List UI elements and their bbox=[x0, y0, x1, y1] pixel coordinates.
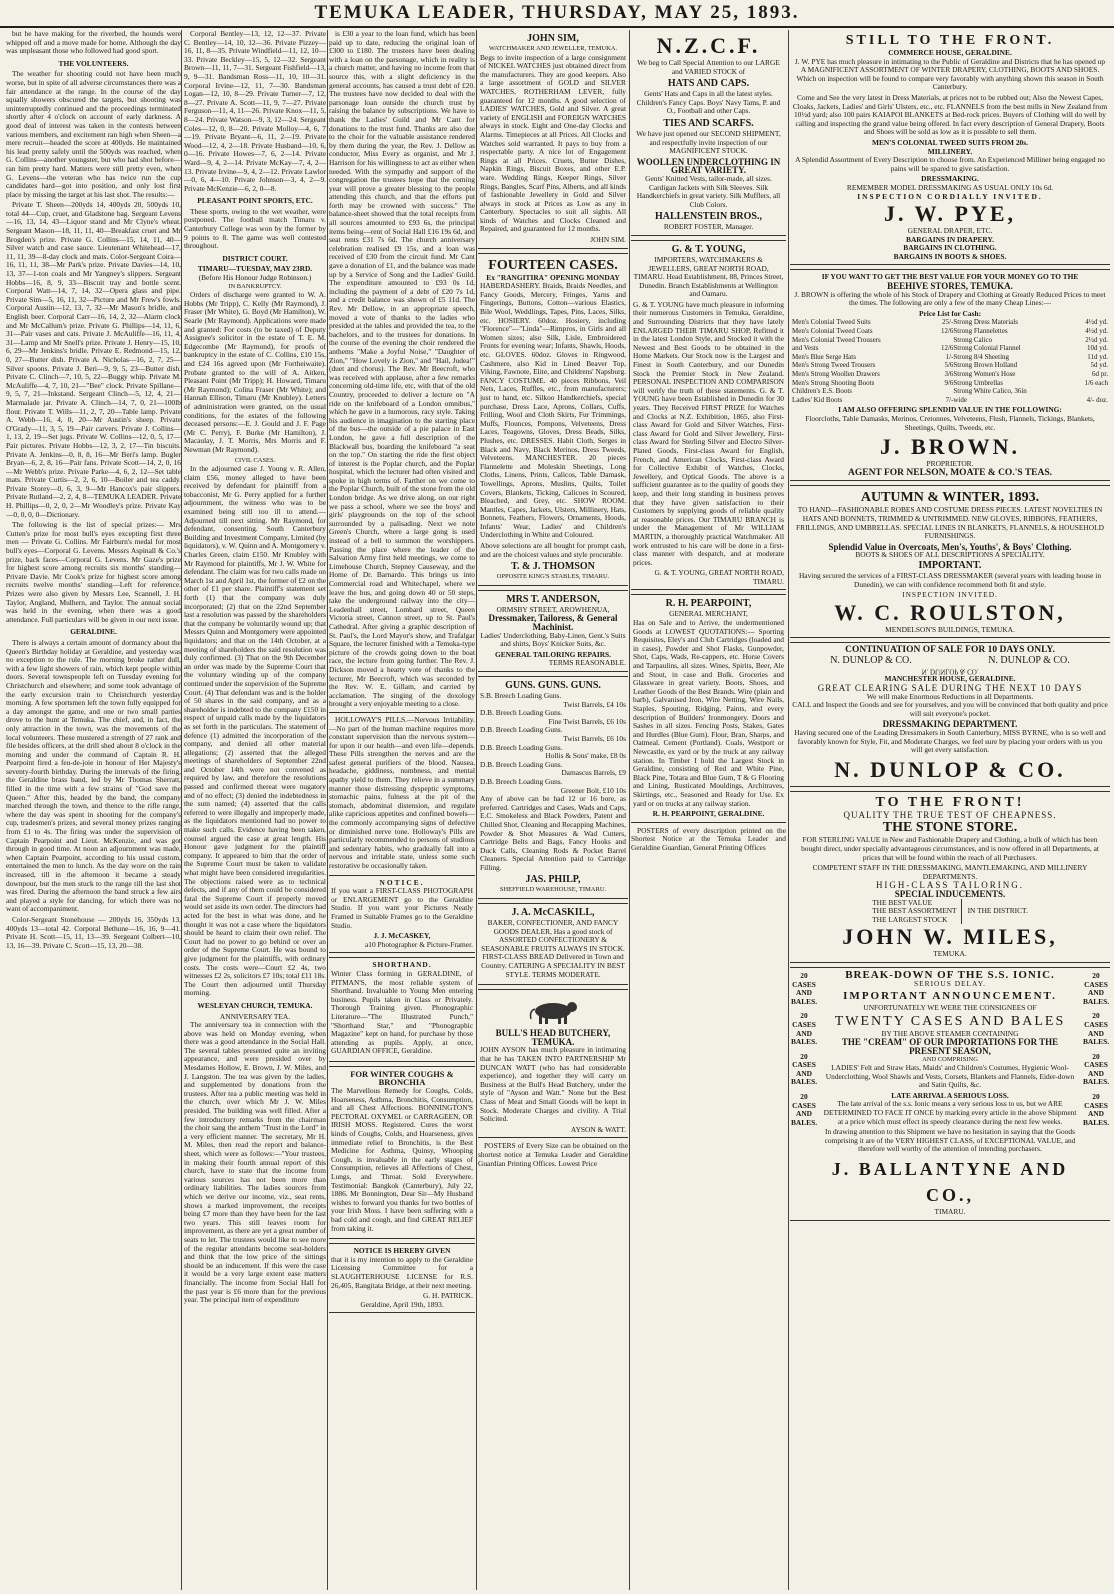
advert-subtitle: WATCHMAKER AND JEWELLER, TEMUKA. bbox=[488, 45, 618, 52]
gun-price: Twist Barrels, £6 10s bbox=[563, 733, 626, 743]
advert-nzcf bbox=[631, 30, 786, 236]
bargain-line: BARGAINS IN DRAPERY. bbox=[906, 234, 994, 244]
advert-subtitle: BOOTS & SHOES OF ALL DESCRIPTIONS A SPECIALITY. bbox=[855, 550, 1045, 560]
inducement: THE BEST VALUE bbox=[872, 897, 933, 907]
column-rule bbox=[476, 30, 477, 1590]
column-rule bbox=[327, 30, 328, 1590]
advert-signature: HALLENSTEIN BROS., bbox=[655, 211, 762, 223]
advert-text: Come and See the very latest in Dress Materials, at prices not to be rubbed out; Also the Newest Capes, Cloaks, Jackets, Ladies' and Girls' Ulsters, etc., etc. FLANNELS from the best mills in New Zealand from 10½d yard; also 100 pairs KAIAPOI BLANKETS at Bed-rock prices. Buyers of Clothing will do well by calling and inspecting the grand value being offered. In fact every description of General Drapery, Boots and Shoes will be sold as low as it is possible to sell them. bbox=[792, 92, 1108, 137]
advert-subtitle: Price List for Cash: bbox=[918, 308, 982, 318]
price-cell: Ladies' Kid Boots bbox=[792, 395, 843, 404]
column-6 bbox=[790, 30, 1110, 1590]
advert-subtitle: IF YOU WANT TO GET THE BEST VALUE FOR YOUR MONEY GO TO THE bbox=[821, 272, 1079, 282]
column-rule bbox=[788, 30, 789, 1590]
price-cell: 7/- bbox=[945, 395, 954, 404]
advert-subtitle: SERIOUS DELAY. bbox=[914, 978, 986, 988]
price-cell: Strong Brown Holland bbox=[953, 361, 1018, 370]
advert-subtitle: GENERAL DRAPER, ETC. bbox=[907, 226, 993, 236]
price-cell: 25/- bbox=[942, 318, 954, 327]
advert-subtitle: Splendid Value in Overcoats, Men's, Youths', & Boys' Clothing. bbox=[828, 541, 1072, 552]
advert-beehive bbox=[790, 269, 1110, 481]
advert-title: TO THE FRONT! bbox=[875, 794, 1025, 810]
advert-title: NOTICE IS HEREBY GIVEN bbox=[353, 1246, 451, 1256]
advert-address: OPPOSITE KING'S STABLES, TIMARU. bbox=[496, 573, 610, 581]
advert-coughs bbox=[329, 1066, 475, 1239]
gun-item bbox=[480, 726, 626, 743]
price-row bbox=[792, 396, 1108, 405]
article-text: The weather for shooting could not have been much worse, but in spite of all adverse circumstances there was a fair attendance at the range. In the course of the day squally showers obscured the targets, but shooting was uninterruptedly continued and the proceedings terminated shortly after 4 o'clock on account of early darkness. A good deal of interest was taken in the contests between various members, and excitement ran high when Sheen—a mere recruit—headed the score at 400yds. He maintained his lead pretty safely until the 500yds was reached, when G. Collins—another youngster, but who had shot before—ran him pretty hard. Matters were still pretty even, when G. Levens—the veteran who has twice run the cup candidates hard—got into position, and only lost first place by missing the target at his last shot. The results:— bbox=[6, 69, 181, 199]
advert-text: Having secured the services of a FIRST-CLASS DRESSMAKER (several years with leading house in Dunedin), we can with confidence recommend both fit and style. bbox=[798, 570, 1102, 589]
advert-signature: J. BROWN. bbox=[879, 434, 1021, 460]
price-cell: Men's Strong Tweed Trousers bbox=[792, 361, 876, 370]
price-cell: 5d yd. bbox=[1090, 361, 1108, 370]
advert-subtitle: QUALITY THE TRUE TEST OF CHEAPNESS. bbox=[843, 809, 1057, 820]
side-label-right: 20 CASES AND BALES. 20 CASES AND BALES. 20 CASES AND BALES. 20 CASES AND BALES. bbox=[1082, 970, 1110, 1127]
gun-item bbox=[480, 744, 626, 761]
advert-title: GUNS. GUNS. GUNS. bbox=[505, 680, 601, 691]
advert-subtitle: DRESSMAKING DEPARTMENT. bbox=[882, 719, 1018, 730]
gun-item bbox=[480, 761, 626, 778]
article-text: but he have making for the riverbed, the hounds were whipped off and a move made for home. Although the day was unpleasant those who followed had good sport. bbox=[6, 30, 181, 56]
column-2 bbox=[184, 30, 326, 1590]
inducement-suffix: IN THE DISTRICT. bbox=[967, 906, 1028, 916]
article-text: These sports, owing to the wet weather, were postponed. The football match Timaru v. Canterbury College was won by the former by 9 points to 8. The game was well contested throughout. bbox=[184, 206, 326, 251]
advert-subtitle: Dressmaker, Tailoress, & General Machinist. bbox=[488, 613, 618, 633]
court-judge: (Before His Honour Judge Robinson.) bbox=[198, 273, 312, 283]
advert-signature: R. H. PEARPOINT, GERALDINE. bbox=[652, 809, 765, 819]
advert-roulston bbox=[790, 485, 1110, 638]
price-cell: 5/6 bbox=[944, 361, 954, 370]
advert-text: J. BROWN is offering the whole of his Stock of Drapery and Clothing at Greatly Reduced Prices to meet the times. The following are only a few of the many Cheap Lines:— bbox=[794, 289, 1106, 308]
price-list-table bbox=[792, 318, 1108, 404]
advert-address: SHEFFIELD WAREHOUSE, TIMARU. bbox=[499, 886, 607, 894]
advert-subtitle: COMPETENT STAFF IN THE DRESSMAKING, MANTLEMAKING, AND MILLINERY DEPARTMENTS. bbox=[812, 863, 1088, 881]
advert-subtitle: HATS AND CAPS. bbox=[667, 78, 750, 90]
advert-subtitle: TIES AND SCARFS. bbox=[663, 117, 754, 129]
advert-subtitle: LATE ARRIVAL A SERIOUS LOSS. bbox=[891, 1090, 1009, 1100]
gun-price: Fine Twist Barrels, £6 10s bbox=[548, 716, 626, 726]
gun-price: Twist Barrels, £4 10s bbox=[563, 699, 626, 709]
gun-type: S.B. Breech Loading Guns. bbox=[480, 691, 562, 700]
advert-guns bbox=[478, 676, 628, 899]
advert-subtitle: THE STONE STORE. bbox=[882, 820, 1018, 836]
guns-list bbox=[480, 692, 626, 795]
section-heading: THE VOLUNTEERS. bbox=[58, 58, 129, 68]
price-cell: Men's Strong Shooting Boots bbox=[792, 378, 875, 387]
advert-text: BAKER, CONFECTIONER, AND FANCY GOODS DEALER, Has a good stock of ASSORTED CONFECTIONERY & SEASONABLE FRUITS ALWAYS IN STOCK. FIRST-CLASS BREAD Delivered in Town and Country. CATERING A SPECIALITY IN BEST STYLE. TERMS MODERATE. bbox=[481, 918, 625, 979]
advert-text: G. & T. YOUNG have much pleasure in informing their numerous Customers in Temuka, Geraldine, and Surrounding Districts that they have lately ENLARGED THEIR TIMARU SHOP, Refitted it in the latest London Style, and Stocked it with the Newest and Best Goods to be obtained in the Home Markets. Our Stock now is the Largest and Finest in South Canterbury, and our Dunedin Stock the Premier Stock in New Zealand. PERSONAL INSPECTION AND COMPARISON will verify the truth of these statements. G. & T. YOUNG have been Established in Dunedin for 30 years. They Received FIRST PRIZE for Watches and Clocks at N.Z. Exhibition, 1865, also First-class Award for Gold and Silver Watches, First-class Award for Gold and Silver Jewellery, First-class Award for Sterling Silver and Electro Silver-Plated Goods, First-class Award for English, French, and American Clocks, First-class Award for Collective Exhibit of Watches, Clocks, Jewellery, and Optical Goods. The above is a sufficient guarantee as to the quality of goods they keep, and their long standing in business proves that they have given satisfaction to their Customers by supplying goods of reliable quality at reasonable prices. Our TIMARU BRANCH is under the Management of Mr WILLIAM MARTIN, a thoroughly practical Watchmaker. All work entrusted to his care will be done in a first-class manner with despatch, and at moderate prices. bbox=[633, 299, 784, 567]
price-row bbox=[792, 379, 1108, 388]
section-heading: WESLEYAN CHURCH, TEMUKA. bbox=[197, 1000, 313, 1010]
masthead: TEMUKA LEADER, THURSDAY, MAY 25, 1893. bbox=[0, 0, 1114, 28]
bull-icon bbox=[525, 997, 581, 1025]
advert-signature: JOHN SIM. bbox=[590, 235, 626, 245]
advert-text: REMEMBER MODEL DRESSMAKING AS USUAL ONLY 10s 6d. bbox=[846, 182, 1054, 192]
price-cell: Men's Colonial Tweed Suits bbox=[792, 318, 871, 327]
advert-text: Winter Class forming in GERALDINE, of PITMAN'S, the most reliable system of Shorthand. Invaluable to Young Men entering business. Pupils taken in Class or Privately. Thorough Training given. Phonographic Literature—"The Illustrated Punch," "Shorthand Star," and "Phonographic Magazine" kept on hand, for purchase by those attending as pupils. Apply, at once, GUARDIAN OFFICE, Geraldine. bbox=[331, 968, 473, 1056]
column-rule bbox=[629, 30, 630, 1590]
gun-price: Hollis & Sons' make, £8 0s bbox=[545, 751, 626, 761]
gun-price: Damascus Barrels, £9 bbox=[561, 768, 626, 778]
advert-subtitle: MANCHESTER HOUSE, GERALDINE. bbox=[884, 674, 1016, 684]
price-row bbox=[792, 327, 1108, 336]
dunlop-row bbox=[792, 655, 1108, 667]
article-text: The anniversary tea in connection with the above was held on Monday evening, when there was a good attendance in the Social Hall. The several tables presented quite an inviting appearance, and were presided over by Mesdames Hollow, E. Brown, J. W. Miles, and J. Langston. The tea was given by the ladies, and supplemented by donations from the trustees. After tea a public meeting was held in the church, over which Mr J. W. Miles presided. The building was well filled. After a few introductory remarks from the chairman the choir sang the anthem "Trust in the Lord" in a very efficient manner. The secretary, Mr H. M. Miles, then read the report and balance-sheet, which were as follows:—"Your trustees, in making their fourth annual report of this church, have to state that the income from various sources has not been more than ordinary liabilities. The ladies sources from which we derive our income, viz., seat rents, shows a marked improvement, the receipts being £7 more than they have been for the last two years. This still leaves room for improvement, as there are yet a great number of seats to let. The trustees would like to see more of the regular attendants become seat-holders and think that the low price of the sittings should be an inducement. If this were the case it would be a very large extent ease matters financially. The income from Social Hall for the past year is £6 more than for the previous year. The principal item of expenditure bbox=[184, 1020, 326, 1305]
gun-type: D.B. Breech Loading Guns. bbox=[480, 742, 563, 752]
advert-signature: AYSON & WATT. bbox=[570, 1124, 626, 1134]
advert-title: JOHN SIM, bbox=[527, 33, 579, 44]
advert-text: Above selections are all bought for prompt cash, and are the choicest values and style procurable. bbox=[480, 541, 626, 559]
price-cell: 9/6 bbox=[944, 378, 954, 387]
dunlop-name-inverted: N. DUNLOP & CO. bbox=[921, 667, 979, 676]
advert-subtitle: IMPORTANT ANNOUNCEMENT. bbox=[843, 990, 1057, 1003]
advert-signature: JOHN W. MILES, bbox=[842, 924, 1058, 950]
advert-mccaskill bbox=[478, 903, 628, 985]
advert-title: R. H. PEARPOINT, bbox=[665, 598, 752, 610]
advert-anderson bbox=[478, 590, 628, 672]
advert-text: HOLLOWAY'S PILLS.—Nervous Irritability.—No part of the human machine requires more constant supervision than the nervous system—for upon it our health—and even life—depends. These Pills strengthen the nerves and are the safest general purifiers of the blood. Nausea, headache, giddiness, numbness, and mental apathy yield to them. They relieve in a summary manner those distressing dyspeptic symptoms, stomachic pains, fulness at the pit of the stomach, abdominal distension, and regulate alike capricious appetites and confined bowels—the commonly accompanying signs of defective or diminished nerve tone. Holloway's Pills are particularly recommended to persons of studious and sedentary habits, who gradually fall into a nervous and irritable state, unless some such restorative be occasionally taken. bbox=[329, 714, 475, 870]
advert-text: J. W. PYE has much pleasure in intimating to the Public of Geraldine and Districts that he has opened up A MAGNIFICENT ASSORTMENT OF WINTER DRAPERY, CLOTHING, BOOTS AND SHOES. Which on inspection will be found to compare very favorably with anything shown this season in South Canterbury. bbox=[794, 56, 1106, 92]
advert-title: J. A. McCASKILL, bbox=[511, 907, 595, 919]
advert-text: Begs to invite inspection of a large consignment of NICKEL WATCHES just obtained direct from the manufacturers. They are good keepers. Also a large assortment of GOLD and SILVER WATCHES, ROTHERHAM LEVER, fully guaranteed for 12 months. A good selection of LADIES' WATCHES, Gold and Silver. A great variety of ENGLISH and FOREIGN WATCHES always in stock. Eight and One-day Clocks and Alarms. Timepieces at all Prices. All Clocks and Watches sold warranted. It pays to buy from a respectable party. A nice lot of Engagement Rings at all Prices. Cruets, Butter Dishes, Napkin Rings, Biscuit Boxes, and other E.P. ware. Wedding Rings, Keeper Rings, Silver Rings, Bangles, Scarf Pins, Alberts, and all kinds of fashionable Jewellery in Gold and Silver always in stock at Prices as Low as any in Canterbury. Spectacles to suit all sights. All kinds of Watches and Clocks Cleaned and Repaired, and guaranteed for 12 months. bbox=[480, 52, 626, 234]
advert-signature: G. H. PATRICK. bbox=[422, 1291, 473, 1301]
advert-text: We have just opened our SECOND SHIPMENT, and respectfully invite inspection of our MAGNIFICENT STOCK. bbox=[636, 128, 781, 156]
price-cell: Strong Flannelettes bbox=[953, 327, 1008, 336]
advert-pearpoint bbox=[631, 594, 786, 822]
column-4 bbox=[478, 30, 628, 1590]
section-heading: PLEASANT POINT SPORTS, ETC. bbox=[197, 196, 313, 206]
advert-text: The Marvellous Remedy for Coughs, Colds, Hoarseness, Asthma, Bronchitis, Consumption, and all Chest Affections. BONNINGTON'S PECTORAL OXYMEL or CARRAGEEN, OR IRISH MOSS. Registered. Cures the worst kinds of Coughs, Colds, and Hoarseness, gives immediate relief to Bronchitis, is the Best Medicine for Asthma, Quinsy, Whooping Cough, is invaluable in the early stages of Consumption, relieves all Affections of Chest, Lungs, and Throat. Sold Everywhere. Testimonial: Bangkok (Canterbury), July 22, 1886. Mr Bonnington, Dear Sir—My Husband wishes to forward you thanks for two bottles of your Irish Moss. I have been suffering with a bad cold and cough, and find GREAT RELIEF from taking it. bbox=[331, 1086, 473, 1233]
advert-subtitle: HIGH-CLASS TAILORING. bbox=[875, 880, 1025, 891]
gun-item bbox=[480, 778, 626, 795]
price-cell: Strong 8/4 Sheeting bbox=[953, 352, 1010, 361]
advert-text: POSTERS of Every Size can be obtained on the shortest notice at Temuka Leader and Geraldine Guardian Printing Offices. Lowest Price bbox=[478, 1141, 628, 1168]
column-3 bbox=[329, 30, 475, 1590]
inducements bbox=[792, 899, 1108, 925]
advert-subtitle: TIMARU. bbox=[934, 1207, 966, 1217]
price-cell: Strong White Calico, 36in bbox=[953, 387, 1027, 396]
advert-title: NOTICE. bbox=[379, 877, 425, 887]
advert-text: Gents' Hats and Caps in all the latest styles. Children's Fancy Caps. Boys' Navy Tams, P. and O., Football and other Caps. bbox=[636, 89, 781, 116]
advert-subtitle: WOOLLEN UNDERCLOTHING IN GREAT VARIETY. bbox=[636, 156, 781, 176]
advert-subtitle: MEN'S COLONIAL TWEED SUITS FROM 20s. bbox=[872, 137, 1028, 147]
advert-subtitle: GENERAL TAILORING REPAIRS. bbox=[494, 649, 611, 659]
advert-text: FOR STERLING VALUE in New and Fashionable Drapery and Clothing, a bulk of which has been bought direct, under specially advantageous circumstances, and is now offered in all Departments, at prices that will be found within the reach of all Purchasers. bbox=[801, 835, 1099, 862]
price-cell: Strong Dress Materials bbox=[953, 318, 1018, 327]
dunlop-name: N. DUNLOP & CO. bbox=[988, 654, 1070, 666]
gun-price: Greener Bolt, £10 10s bbox=[560, 785, 626, 795]
advert-subtitle: TEMUKA. bbox=[933, 949, 967, 959]
advert-miles bbox=[790, 791, 1110, 963]
inducement-list bbox=[872, 899, 961, 925]
advert-title: FOURTEEN CASES. bbox=[488, 257, 618, 273]
advert-subtitle: TWENTY CASES AND BALES bbox=[834, 1013, 1066, 1029]
price-cell bbox=[934, 387, 954, 396]
advert-text: that it is my intention to apply to the Geraldine Licensing Committee for a SLAUGHTERHOUSE LICENSE for R.S. 26,405, Rangitata Bridge, at their next meeting. bbox=[331, 1254, 473, 1290]
advert-text: Any of above can be had 12 or 16 bore, as preferred. Cartridges and Cases, Wads and Caps, E.C. Smokeless and Black Powders, Patent and Chilled Shot, Cleaning and Recapping Machines, Powder & Shot Measures & Wad Cutters, Cartridge Belts and Bags, Fancy Hooks and Duck Calls, Cleaning Rods & Pocket Barrel Cleaners. Special Attention paid to Cartridge Filling. bbox=[480, 794, 626, 872]
results-list: Color-Sergeant Stonehouse — 200yds 16, 350yds 13, 400yds 13—total 42. Corporal Bethune—16, 16, 9—41. Private H. Scott—15, 11, 13—39. Sergeant Colbert—10, 13, 16—39. Private C. Scott—15, 13, 20—38. bbox=[6, 914, 181, 950]
advert-title: SHORTHAND. bbox=[372, 960, 432, 970]
advert-text: POSTERS of every description printed on the Shortest Notice at the Temuka Leader and Geraldine Guardian, General Printing Offices bbox=[631, 825, 786, 852]
advert-shorthand bbox=[329, 957, 475, 1062]
price-cell: Children's E.S. Boots bbox=[792, 387, 852, 396]
advert-text: Floorcloths, Table Damasks, Merinos, Cretonnes, Velveteens, Flush, Flannels, Tickings, Blankets, Sheetings, Quilts, Tweeds, etc. bbox=[805, 413, 1095, 432]
advert-pye bbox=[790, 30, 1110, 265]
gun-type: D.B. Breech Loading Guns. bbox=[480, 776, 563, 786]
dunlop-name: N. DUNLOP & CO. bbox=[830, 654, 912, 666]
advert-signature: JAS. PHILP, bbox=[525, 874, 581, 886]
advert-title: BREAK-DOWN OF THE S.S. IONIC. bbox=[845, 968, 1055, 981]
advert-text: JOHN AYSON has much pleasure in intimating that he has TAKEN INTO PARTNERSHIP Mr DUNCAN WATT (who has had considerable experience), and together they will carry on Business at the Bull's Head Butchery, under the style of "Ayson and Watt." None but the Best Class of Meat and Small Goods will be kept in Stock. Moderate Charges and civility. A Trial Solicited. bbox=[480, 1045, 626, 1124]
gun-item bbox=[480, 692, 626, 709]
article-text: is £30 a year to the loan fund, which has been paid up to date, reducing the original loan of £300 to £180. The trustees have been dealing with a loan on the parsonage, which in reality is a church matter, and having no income from that source this, with a slight deficiency in the general accounts, has caused a trust debt of £20. The trustees have now decided to deal with the parsonage loan outside the church trust by raising the balance by subscriptions. We have to thank the Ladies' Guild and Mr Cant for donations to the trust fund. Thanks are also due to the choir for the valuable assistance rendered by them during the year, the Rev. J. Dellow as conductor, Miss Every as organist, and Mr J. Harrison for his willingness to act as either when needed. With the sympathy and support of the congregation the trustees hope that the coming year will prove a greater blessing to the people attending this church, and that the efforts put forth may be crowned with success." The balance-sheet showed that the total receipts from all sources amounted to £93 6s, the principal items being—rent of Social Hall £16 19s 6d, and seat rents £31 7s 6d. The church anniversary celebration realised £9 15s, and a loan was received of £30 from the circuit fund. Mr Cant gave a donation of £1, and the balance was made up by a Service of Song and the Ladies' Guild. The expenditure amounted to £93 0s 1d, including the payment of a debt of £20 7s 1d, and a credit balance was shown of £5 11d. The Rev. Mr Dellow, in an appropriate speech, moved a vote of thanks to the ladies who presided at the tables and provided the tea, to the bachelors, and to the trustees for donations. In the course of the evening the choir rendered the anthems "Make a Joyful Noise," "Daughter of Zion," "How Lovely is Zion," and "Hail, Judea!" (duet and chorus). The Rev. Mr Beecroft, who was received with applause, after a few remarks concerning old-time life, etc, with that of the old Country, proceeded to deliver a lecture on "A ride on the knifeboard of a London omnibus," which he gave in a humorous, racy style. Taking his audience in imagination to the starting place of the bus—the outside of a pie palace in East London, he gave a full description of the Blackwall bus, boarding the knifeboard "a seat on the top." On starting the ride the first object of interest is the Poplar church, and the Poplar hospital, which the lecturer had often visited and spoke in high terms of. Farther on we come to the Poplar Church, built of the stone from the old London bridge. As we drive along, on our right we pass a school, where we see the boys' and girls' playgrounds on the top of the school surrounded by a palisading. Next we note Green's Church, where a large gong is used instead of a bell to summon the worshippers. Passing the place where the leader of the Salvation Army first held meetings, we come to Limehouse Church, Stepney Causeway, and the Home of Dr. Barnardo. This brings us into Commercial road and Whitechapel, where we leave the bus, and going down 40 or 50 steps, take the underground railway into the city—Leadenhall street, Lombard street, Queen Victoria street, Cannon street, up to St. Paul's Cathedral. After giving a graphic description of St. Paul's, the Lord Mayor's show, and Trafalgar Square, the lecturer finished with a Temuka-type picture of the crowds going down to the boat race, the lecture from going further. The Rev. J. Dickson moved a hearty vote of thanks to the lecturer, Mr Beecroft, which was seconded by the Rev. W. E. Gillam, and carried by acclamation. The singing of the doxology brought a very enjoyable meeting to a close. bbox=[329, 30, 475, 709]
results-list: Corporal Bentley—13, 12, 12—37. Private C. Bentley—14, 10, 12—36. Private Pizzey—16, 11, 8—35. Private Windfield—11, 12, 10—33. Private Beckley—15, 5, 12—32. Sergeant Brown—11, 11, 7—31. Sergeant Fishfield—13, 9, 9—31. Bandsman Ross—11, 10, 10—31. Corporal Irvine—12, 11, 7—30. Bandsman Logan—12, 10, 8—29. Private Turner—7, 12, 8—27. Private A. Scott—11, 9, 7—27. Private Ferguson—11, 4, 11—26. Private Knox—11, 5, 8—24. Private Watson—9, 3, 12—24. Sergeant Coles—12, 0, 8—20. Private Molloy—4, 6, 7—19. Private Bryant—6, 11, 2—19. Private Wood—12, 4, 2—18. Private Husband—10, 6, 0—16. Private Howes—7, 6, 2—14. Private Ward—9, 4, 2—14. Private McKay—7, 4, 2—13. Private Irvine—9, 4, 2—12. Private Lawlor—0, 6, 4—10. Private Johnson—3, 4, 2—9. Private McKenzie—6, 2, 0—8. bbox=[184, 30, 326, 193]
advert-text: Has on Sale and to Arrive, the undermentioned Goods at LOWEST QUOTATIONS:— Sporting Requisites, Eley's and Club Cartridges (loaded and in cases), Powder and Shot Flasks, Gunpowder, Shot, Caps, Wads, Re-cappers, etc. Horse Covers and Tarpaulins, all sizes. Wines, Spirits, Beer, Ale and Stout, in case and Bulk. Groceries and Glassware in great variety. Boots, Shoes, and Leather Goods of the Best Brands. Wire (plain and barb), Galvanised Iron, Wire Netting, Wire Nails, Staples, Spouting, Ridging, Paints, and every description of Builders' Ironmongery. Doors and Sashes in all sizes. Fencing Posts, Stakes, Gates and Hurdles (Blue Gum). Flour, Bran, Sharps, and Oatmeal. Cement (Portland). Coals, Westport or Newcastle, ex yard or by the truck at any railway station. In Timber I hold the Largest Stock in Geraldine, consisting of Red and White Pine, Black Pine, Totara and Blue Gum, T & G Flooring and Lining, Rusticated Mouldings, Architraves, Skirtings, etc., Seasoned and Ready for Use. Ex yard or on trucks at any railway station. bbox=[633, 618, 784, 808]
section-heading: DISTRICT COURT. bbox=[222, 253, 288, 263]
advert-text: TO HAND—FASHIONABLE ROBES AND COSTUME DRESS PIECES. LATEST NOVELTIES IN HATS AND BONNETS, TRIMMED & UNTRIMMED. NEW GLOVES, RIBBONS, FEATHERS, FRILLINGS, AND UMBRELLAS. SPECIAL LINES IN BLANKETS, FLANNELS, & HOUSEHOLD FURNISHINGS. bbox=[796, 505, 1104, 541]
advert-title: CONTINUATION OF SALE FOR 10 DAYS ONLY. bbox=[845, 645, 1055, 656]
advert-subtitle: We will make Enormous Reductions in all Departments. bbox=[866, 691, 1034, 701]
advert-subtitle: PROPRIETOR. bbox=[926, 459, 974, 469]
advert-address: ORMSBY STREET, AROWHENUA, bbox=[496, 604, 610, 614]
price-cell: 1/- bbox=[945, 352, 954, 361]
advert-subtitle: THE "CREAM" OF OUR IMPORTATIONS FOR THE PRESENT SEASON, bbox=[841, 1037, 1059, 1056]
sub-heading: IN BANKRUPTCY. bbox=[228, 282, 282, 290]
advert-title: BEEHIVE STORES, TEMUKA. bbox=[887, 281, 1013, 292]
advert-text: If you want a FIRST-CLASS PHOTOGRAPH or ENLARGEMENT go to the Geraldine Studio. If you want your Pictures Neatly Framed in Suitable Frames go to the Geraldine Studio. bbox=[331, 886, 473, 930]
price-cell: wide bbox=[953, 395, 968, 404]
price-cell: Strong Calico bbox=[953, 335, 993, 344]
bargain-line: BARGAINS IN CLOTHING. bbox=[903, 243, 997, 253]
inducement: THE LARGEST STOCK bbox=[872, 914, 948, 924]
advert-signature: ROBERT FOSTER, Manager. bbox=[663, 222, 754, 232]
advert-title: AUTUMN & WINTER, 1893. bbox=[860, 490, 1040, 506]
price-cell: 11d yd. bbox=[1087, 352, 1108, 361]
price-cell: Men's Strong Woollen Drawers bbox=[792, 370, 880, 378]
price-cell: Strong Umbrellas bbox=[953, 378, 1003, 387]
price-cell: 12/6 bbox=[940, 327, 954, 336]
advert-text: In drawing attention to this Shipment we have no hesitation in saying that the Goods comprising it are of the VERY HIGHEST CLASS, of EXCEPTIONAL VALUE, and therefore well worthy of the attention of intending purchasers. bbox=[824, 1127, 1076, 1154]
section-heading: GERALDINE. bbox=[70, 627, 117, 637]
advert-text: Ladies' Underclothing, Baby-Linen, Gent.'s Suits and shirts, Boys' Knicker Suits, &c. bbox=[480, 630, 626, 649]
price-cell: Men's Blue Serge Hats bbox=[792, 352, 856, 361]
sub-heading: ANNIVERSARY TEA. bbox=[219, 1011, 291, 1021]
price-cell bbox=[934, 336, 954, 345]
advert-fourteen-cases bbox=[478, 253, 628, 586]
advert-subtitle: UNFORTUNATELY WE WERE THE CONSIGNEES OF bbox=[863, 1003, 1037, 1013]
column-5 bbox=[631, 30, 786, 1590]
price-cell: 10d yd. bbox=[1087, 344, 1108, 353]
advert-subtitle: AND COMPRISING bbox=[922, 1055, 978, 1063]
price-row bbox=[792, 387, 1108, 396]
advert-subtitle: IMPORTERS, WATCHMAKERS & JEWELLERS, GREAT NORTH ROAD, TIMARU. Head Establishment, 88, Princes Street, Dunedin. Branch Establishments at Wellington and Oamaru. bbox=[633, 254, 784, 299]
advert-title: G. & T. YOUNG, bbox=[671, 243, 746, 255]
gun-type: D.B. Breech Loading Guns. bbox=[480, 708, 563, 718]
advert-subtitle: INSPECTION INVITED. bbox=[902, 590, 998, 600]
gun-item bbox=[480, 709, 626, 726]
advert-text: We beg to Call Special Attention to our LARGE and VARIED STOCK of bbox=[637, 58, 780, 76]
price-cell: 6d pr. bbox=[1092, 370, 1108, 378]
gun-type: D.B. Breech Loading Guns. bbox=[480, 759, 563, 769]
price-cell: 1/6 each bbox=[1084, 378, 1108, 387]
price-row bbox=[792, 353, 1108, 362]
inducement: THE BEST ASSORTMENT bbox=[872, 906, 957, 916]
advert-text: Gents' Knitted Vests, tailor-made, all sizes. Cardigan Jackets with Silk Sleeves. Silk Handkerchiefs in great variety. Silk Mufflers, all Club Colors. bbox=[636, 173, 781, 209]
advert-subtitle: Ex "RANGITIRA" OPENING MONDAY bbox=[486, 272, 620, 282]
advert-bulls-head bbox=[478, 989, 628, 1138]
price-cell: 12/6 bbox=[940, 344, 954, 353]
advert-title: N.Z.C.F. bbox=[656, 33, 761, 58]
advert-text: HABERDASHERY. Braids, Braids Needles, and Fancy Goods, Mercery, Fringes, Yarns and Fingerings, Buttons, Cotton—various Elastics, Bile Wool, Weddlings, Tapes, Pins, Laces, Silks, etc. HOSIERY. 60doz. Hosiery, including "Florence"—"Linda"—Rimpros, in Girls and all Women sizes; also Silk, Lisle, Embroidered Fronts for evening wear; Infants, Shawls, Hoods, etc. GLOVES. 60doz. Gloves in Ringwood, Cashmere, also Kid in Lined Beaver Top, Viking, Fawnote, Elite, and Childrens' Napsburg. FANCY COSTUME. 40 pieces Ribbons, Veil Nets, Laces, Ruffles, etc., from manufacturers; just to hand, etc. Silkoo Handkerchiefs, special purchase, Dress Lace, Aprons, Collars, Cuffs, Frilling, Wool and Cloth Skirts, Fur Trimmings, Muffs, Flounces, Pompons, Velveteens, Dress Laces, Teagowns, Gloves, Dress Beads, Silks, Plushes, etc. DRESSES. Habit Cloth, Serges in Black and Navy, Black Merinos, Dress Tweeds, Velveteens. MANCHESTER. 20 pieces Flannelette and Moleskin Sheetings, Long Cloths, Linens, Prints, Calicos, Table Damask, Towellings, Aprons, Muslins, Quilts, Toilet Covers, Blankets, Ticking, Calicoes in Scoured, Bleached, and Grey, etc. SHOW ROOM. Mantles, Capes, Jackets, Ulsters, Millinery, Hats, Bonnets, Feathers, Flowers, Ornaments, Hoods, Infants' Wear, Ladies' and Children's Underclothing in White and Coloured. bbox=[480, 281, 626, 540]
price-cell: 4/- doz. bbox=[1086, 395, 1108, 404]
gun-type: D.B. Breech Loading Guns. bbox=[480, 725, 563, 735]
advert-sim bbox=[478, 30, 628, 249]
price-row bbox=[792, 370, 1108, 379]
advert-date: Geraldine, April 19th, 1893. bbox=[360, 1299, 444, 1309]
column-1 bbox=[6, 30, 181, 1590]
price-cell: Strong Colonial Flannel bbox=[953, 344, 1021, 353]
advert-dunlop bbox=[790, 642, 1110, 787]
advert-subtitle: GENERAL MERCHANT, bbox=[669, 609, 748, 619]
advert-text: A Splendid Assortment of Every Description to choose from. An Experienced Milliner being engaged no pains will be spared to give satisfaction. bbox=[795, 155, 1105, 173]
price-row bbox=[792, 318, 1108, 327]
price-cell: Men's Colonial Tweed Trousers bbox=[792, 335, 881, 344]
side-label-left: 20 CASES AND BALES. 20 CASES AND BALES. 20 CASES AND BALES. 20 CASES AND BALES. bbox=[790, 970, 818, 1127]
advert-ballantyne bbox=[790, 967, 1110, 1221]
advert-licence bbox=[329, 1243, 475, 1313]
results-list: Private T. Sheen—200yds 14, 400yds 20, 500yds 10, total 44—Cup, cruet, and Gladstone bag. Sergeant Levens—16, 13, 14, 43—Liquor stand and Mr Clyne's wheat. Sergeant Mason—18, 11, 11, 40—Breakfast cruet and Mr Brogden's prize. Private G. Collins—15, 14, 11, 40—Silver watch and case sauce. Lieutenant Whitehead—17, 11, 11, 39—8-day clock and mats. Color-Sergeant Coira—16, 11, 11, 38—Mr Park's prize. Private Davies—14, 10, 13, 37—1-ton coals and Mr Yangney's slippers. Sergeant Hobbs—16, 8, 9, 33—Biscuit tray and bottle scent. Corporal Watt—14, 7, 14, 32—Opera glass and pipe. Private Sim—5, 16, 11, 32—Picture and Mr Frew's fowls. Corporal Austin—12, 13, 7, 32—Mr Mason's bridle, and English beer. Corporal Carr—16, 14, 2, 32—Alarm clock and Mr McCallum's prize. Private G. Phillips—14, 11, 6, 31—Pair vases and cats. Private J. McAuliffe—16, 11, 4, 31—Lamp and Mr Snell's prize. Private J. Henry—15, 10, 6, 29—Mr Jenkins's bridle. Private E. Redmond—15, 12, 0, 27—Butter dish. Private A. Nicholas—16, 2, 7, 25—Silver spoons. Private J. Beri—9, 9, 5, 23—Butter dish. Private C. Clinch—7, 10, 5, 22—Buggy whip. Private M. McAuliffe—4, 7, 10, 21—"Bee" clock. Private Spillane—9, 5, 7, 21—Inkstand. Sergeant Clinch—5, 12, 4, 21—Marmalade jar. Private A. Clinch—14, 7, 0, 21—100lb flour. Private T. Wills—11, 2, 7, 20—Table lamp. Private A. Webb—16, 4, 0, 20—Mr Austin's sheep. Private O'Grady—11, 3, 5, 19—Pair carvers. Private J. Collins—1, 13, 2, 19—Set jugs. Private W. Collins—12, 0, 5, 17—Pair pictures. Private Hobbs—12, 3, 2, 17—Tin biscuits. Private A. Jenkins—0, 8, 8, 16—Mr Beri's lamp. Bugler Bryan—6, 2, 8, 16—Pair fans. Private Scott—14, 2, 0, 16—Mr Webb's prize. Private Parke—4, 6, 2, 12—Set table mats. Private Curtis—2, 2, 6, 10—Boiler and tea caddy. Private Storey—0, 6, 3, 9—Mr Hancox's pair slippers. Private Rutland—2, 2, 4, 8—TEMUKA LEADER. Private H. Phillips—0, 2, 0, 2—Mr Woodley's prize. Private Kay—0, 0, 0, 0—Dictionary. bbox=[6, 200, 181, 519]
price-cell: Strong Women's Hose bbox=[953, 370, 1016, 378]
advert-title: FOR WINTER COUGHS & BRONCHIA bbox=[350, 1068, 454, 1088]
price-row bbox=[792, 361, 1108, 370]
article-text: Orders of discharge were granted to W. A. Hobbs (Mr Tripp), C. Kelly (Mr Raymond), J. Fraser (Mr White), G. Boyd (Mr Hamilton), W. Searle (Mr Raymond). Applications were made and granted: For costs (to be taxed) of Deputy Assignee's solicitor in the estate of T. E. M. Edgecombe (Mr Raymond), for proofs of bankruptcy in the estate of C. Collins, £10 15s, and £24 16s agreed upon (Mr Fortheiwaite). Probate granted to the will of A. Aitken, Pleasant Point (Mr Tripp); H. Howard, Timaru (Mr Raymond); Colina Fraser (Mr White); and Hannah Ellison, Timaru (Mr Knubley). Letters of administration were granted, on the usual conditions, for the estates of the following deceased persons:—E. J. Gould and J. F. Page (Mr C. Perry), F. Burke (Mr Hamilton), J. Macaulay, J. T. Morris, Mrs Morris and F. Newman (Mr Raymond). bbox=[184, 290, 326, 454]
column-rule bbox=[181, 30, 182, 1590]
price-cell: 2½d yd. bbox=[1085, 335, 1108, 344]
price-cell: 3/6 bbox=[944, 370, 954, 378]
bargain-line: BARGAINS IN BOOTS & SHOES. bbox=[893, 251, 1007, 261]
price-cell bbox=[1070, 387, 1108, 396]
advert-text: CALL and Inspect the Goods and see for yourselves, and you will be convinced that both quality and price will suit everyone's pocket. bbox=[792, 700, 1108, 718]
advert-subtitle: GREAT CLEARING SALE DURING THE NEXT 10 DAYS bbox=[817, 683, 1083, 694]
advert-subtitle: IMPORTANT. bbox=[918, 559, 982, 571]
advert-signature: N. DUNLOP & CO. bbox=[834, 756, 1066, 782]
advert-signature: G. & T. YOUNG, GREAT NORTH ROAD, TIMARU. bbox=[654, 568, 784, 586]
price-cell: and Vests bbox=[792, 344, 819, 353]
advert-subtitle: BY THE ABOVE STEAMER CONTAINING bbox=[881, 1028, 1019, 1038]
price-row bbox=[792, 336, 1108, 345]
advert-signature: J. J. McCASKEY, bbox=[373, 931, 431, 941]
advert-subtitle: MILLINERY. bbox=[927, 146, 973, 156]
court-date: TIMARU—TUESDAY, MAY 23RD. bbox=[197, 264, 313, 274]
advert-subtitle: DRESSMAKING. bbox=[921, 174, 979, 184]
advert-text: LADIES' Felt and Straw Hats, Maids' and Children's Costumes, Hygienic Wool-Underclothing, Wool Shawls and Vests, Corsets, Blankets and Flannels, Eider-down and Satin Quilts, &c. bbox=[825, 1063, 1075, 1090]
article-text: In the adjourned case J. Young v. R. Allen, claim £56, money alleged to have been received by defendant for plaintiff from a tobacconist, Mr G. Perry applied for a further adjournment, the witness who was to be examined being still too ill to attend.—Adjourned till next sitting. Mr Raymond, for defendant, consenting. South Canterbury Building and Investment Company, Limited (by liquidators), v. W. Quinn and A. Montgomery v. Charles Green, claim £150. Mr Knubley with Mr Raymond for plaintiffs, Mr J. W. White for defendant. The claim was for two calls made on March 1st and April 1st, the former of £2 on the other of £1 per share. Plaintiff's statement set forth (1) that the company was duly incorporated; (2) that on the 22nd September last a resolution was passed by the shareholders that the company be voluntarily wound up; that Messrs Quinn and Montgomery were appointed liquidators; and that on the 14th October, at a meeting of shareholders the said resolution was duly confirmed. (3) That on the 9th December an order was made by the Supreme Court that the voluntary winding up of the company continued under the supervision of the Supreme Court. (4) That defendant was and is the holder of 50 shares in the said company, and as a shareholder is indebted to the company £150 in respect of unpaid calls made by the liquidators as set forth in the particulars. The statement of defence (1) admitted the incorporation of the company, and denied all other material allegations; (2) asserted that the alleged meetings of shareholders of September 22nd and October 14th were not convened as required by law, and therefore the resolutions passed and confirmed thereat were nugatory and of no effect; (3) denied the indebtedness in the sum named; (4) asserted that the calls referred to were illegally and improperly made, as the liquidators mentioned had no power to make such calls. Evidence having been taken, counsel argued the case at great length. His Honour gave judgment for the plaintiff company. It appeared to him that the order of the Supreme Court must be taken to validate what might have been considered irregularities. The objections raised were as to technical defects, and if any of them could be considered fatal the Supreme Court if properly moved would set aside its own order. The directors had acted for the best in what was done, and he thought it was not a case where the liquidators should be heard to claim their own relief. The Court had no power to go behind or over an order of the Supreme Court. He was bound to give judgment for the plaintiffs, with ordinary costs. The costs were—Court £2 4s, two witnesses £2 2s, solicitors £7 10s; total £11 18s. The Court then adjourned until Thursday morning. bbox=[184, 464, 326, 998]
advert-signature: J. BALLANTYNE AND CO., bbox=[831, 1159, 1069, 1206]
advert-signature: T. & J. THOMSON bbox=[511, 561, 595, 573]
advert-signature: J. W. PYE, bbox=[883, 201, 1017, 227]
advert-notice bbox=[329, 875, 475, 954]
sub-heading: CIVIL CASES. bbox=[234, 456, 276, 464]
advert-subtitle: INSPECTION CORDIALLY INVITED. bbox=[857, 191, 1043, 201]
price-cell: 4½d yd. bbox=[1085, 318, 1108, 327]
advert-subtitle: SPECIAL INDUCEMENTS. bbox=[894, 888, 1006, 899]
advert-title: MRS T. ANDERSON, bbox=[506, 593, 600, 605]
advert-subtitle: AGENT FOR NELSON, MOATE & CO.'S TEAS. bbox=[847, 467, 1053, 478]
price-cell: Men's Colonial Tweed Coats bbox=[792, 327, 873, 336]
advert-subtitle: I AM ALSO OFFERING SPLENDID VALUE IN THE FOLLOWING: bbox=[838, 405, 1062, 415]
advert-signature: W. C. ROULSTON, bbox=[834, 599, 1066, 625]
advert-young bbox=[631, 240, 786, 591]
advert-title: STILL TO THE FRONT. bbox=[845, 33, 1055, 48]
advert-subtitle: MENDELSON'S BUILDINGS, TEMUKA. bbox=[885, 624, 1015, 634]
advert-text: Having secured one of the Leading Dressmakers in South Canterbury, MISS BYRNE, who is so well and favorably known for Style, Fit, and Moderate Charges, we feel sure by placing your orders with us you will get every satisfaction. bbox=[794, 728, 1106, 755]
advert-signature: a10 Photographer & Picture-Framer. bbox=[365, 939, 473, 949]
price-row bbox=[792, 344, 1108, 353]
advert-subtitle: COMMERCE HOUSE, GERALDINE. bbox=[888, 48, 1012, 57]
advert-title: BULL'S HEAD BUTCHERY, TEMUKA. bbox=[495, 1028, 611, 1047]
advert-text: The late arrival of the s.s. Ionic means a very serious loss to us, but we ARE DETERMINED TO FACE IT ONCE by marking every article in the above Shipment at a price which must effect its speedy clearance during the next few weeks. bbox=[823, 1099, 1077, 1126]
price-cell: 4½d yd. bbox=[1085, 327, 1108, 336]
advert-text: TERMS REASONABLE. bbox=[548, 658, 626, 668]
article-text: The following is the list of special prizes:— Mrs Cutten's prize for most bull's eyes excepting first three men — Private G. Collins. Mr Fairburn's medal for most bull's eyes—Corporal G. Levens. Messrs Aspinall & Co.'s prize, back faces—Corporal G. Levens. Mr Gaze's prize for highest score among recruits six months' standing—Private Davie. Mr Cook's prize for highest score among recruits twelve months' standing—Left for reference. Prizes were also given by Messrs Lee, Scannell, J. H. Taylor, Angland, Mulhern, and Taylor. The annual social was held in the evening, when there was a good attendance. Full particulars will be given in our next issue. bbox=[6, 520, 181, 624]
article-text: There is always a certain amount of dormancy about the Queen's Birthday holiday at Geraldine, and yesterday was no exception to the rule. The morning broke rather dull, with a few light showers of rain, which kept people within doors. Several townspeople left on Tuesday evening for Christchurch and elsewhere; and some took advantage of the early excursion train to Christchurch yesterday morning. A few sportsmen left the town fully equipped for a day amongst the game, and one or two small parties drove to the hunt at Temuka. The chief, and, in fact, the only attraction in the town, was the movements of the local volunteers. These mustered a strength of 27 rank and file besides officers, at the drill shed about 8 o'clock in the morning and under the command of Captain R. H. Pearpoint fired a feu-de-joie in honour of Her Majesty's seventy-fourth birthday. During the intervals of the firing, the Geraldine brass band, led by Mr Thomas Sherratt, filled in the time with a few strains of "God save the Queen." After this, headed by the band, the company marched through the town, and thence to the rifle range, where the day was spent in shooting for the company's cup, tradesmen's prizes, and several money prizes ranging from £1 to 4s. The firing was under the supervision of Captain Pearpoint and Lieut. McKenzie, and was got through in good time. At noon an adjournment was made, when Captain Pearpoint, according to his usual custom, entertained the men to lunch. As the day wore on the rain increased, till in the afternoon it became a steady downpour, but the men stuck to the range till the last shot was fired. During the afternoon the band struck a few airs and played a style for dancing, for which there was no want of accompaniment. bbox=[6, 637, 181, 914]
